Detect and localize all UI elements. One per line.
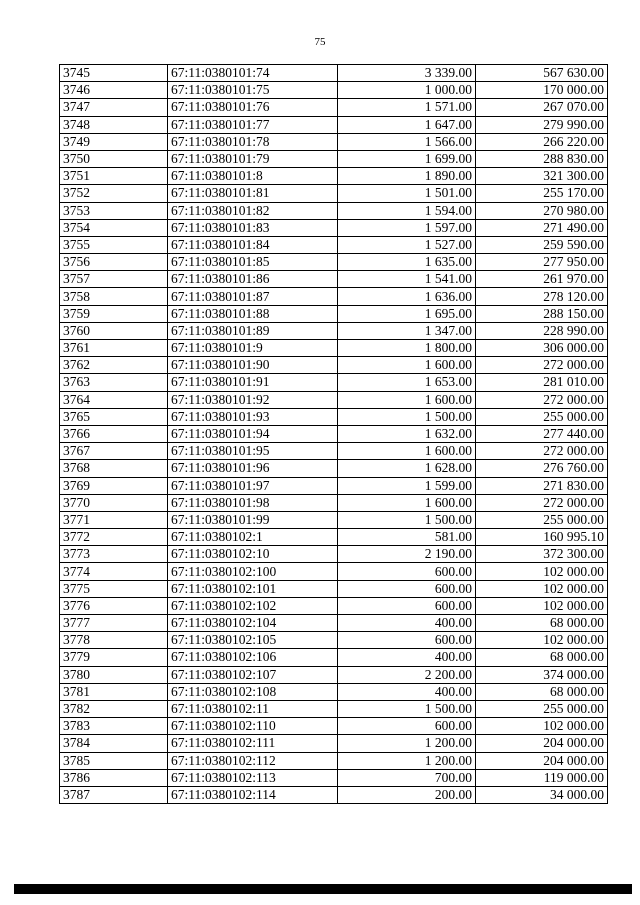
area-cell: 1 200.00 [338,752,476,769]
area-cell: 700.00 [338,769,476,786]
row-number-cell: 3768 [60,460,168,477]
cadastral-number-cell: 67:11:0380102:108 [168,683,338,700]
area-cell: 1 647.00 [338,116,476,133]
cadastral-number-cell: 67:11:0380101:76 [168,99,338,116]
row-number-cell: 3752 [60,185,168,202]
cadastral-number-cell: 67:11:0380101:87 [168,288,338,305]
area-cell: 200.00 [338,786,476,803]
value-cell: 102 000.00 [476,718,608,735]
row-number-cell: 3778 [60,632,168,649]
row-number-cell: 3749 [60,133,168,150]
table-row [60,168,608,185]
table-row [60,511,608,528]
area-cell: 1 500.00 [338,511,476,528]
value-cell: 271 830.00 [476,477,608,494]
table-row [60,322,608,339]
area-cell: 1 597.00 [338,219,476,236]
cadastral-number-cell: 67:11:0380101:88 [168,305,338,322]
area-cell: 1 599.00 [338,477,476,494]
area-cell: 1 628.00 [338,460,476,477]
cadastral-number-cell: 67:11:0380102:105 [168,632,338,649]
value-cell: 255 000.00 [476,408,608,425]
value-cell: 68 000.00 [476,649,608,666]
row-number-cell: 3763 [60,374,168,391]
value-cell: 288 830.00 [476,150,608,167]
value-cell: 160 995.10 [476,529,608,546]
area-cell: 1 600.00 [338,357,476,374]
table-row [60,236,608,253]
area-cell: 600.00 [338,597,476,614]
table-row [60,219,608,236]
cadastral-number-cell: 67:11:0380102:112 [168,752,338,769]
cadastral-number-cell: 67:11:0380101:77 [168,116,338,133]
value-cell: 255 000.00 [476,700,608,717]
area-cell: 1 527.00 [338,236,476,253]
table-row [60,649,608,666]
table-row [60,632,608,649]
row-number-cell: 3784 [60,735,168,752]
value-cell: 102 000.00 [476,563,608,580]
table-row [60,425,608,442]
table-row [60,340,608,357]
value-cell: 271 490.00 [476,219,608,236]
row-number-cell: 3777 [60,615,168,632]
table-row [60,443,608,460]
area-cell: 1 695.00 [338,305,476,322]
value-cell: 278 120.00 [476,288,608,305]
table-row [60,305,608,322]
row-number-cell: 3756 [60,254,168,271]
area-cell: 1 600.00 [338,494,476,511]
table-row [60,133,608,150]
area-cell: 600.00 [338,563,476,580]
area-cell: 2 200.00 [338,666,476,683]
table-row [60,786,608,803]
row-number-cell: 3774 [60,563,168,580]
table-row [60,202,608,219]
cadastral-number-cell: 67:11:0380101:96 [168,460,338,477]
area-cell: 1 200.00 [338,735,476,752]
table-row [60,597,608,614]
cadastral-number-cell: 67:11:0380101:92 [168,391,338,408]
cadastral-number-cell: 67:11:0380101:9 [168,340,338,357]
area-cell: 600.00 [338,632,476,649]
row-number-cell: 3779 [60,649,168,666]
value-cell: 272 000.00 [476,443,608,460]
table-row [60,99,608,116]
cadastral-number-cell: 67:11:0380101:75 [168,82,338,99]
cadastral-number-cell: 67:11:0380101:94 [168,425,338,442]
value-cell: 204 000.00 [476,735,608,752]
row-number-cell: 3769 [60,477,168,494]
table-row [60,683,608,700]
row-number-cell: 3745 [60,65,168,82]
value-cell: 261 970.00 [476,271,608,288]
cadastral-number-cell: 67:11:0380102:114 [168,786,338,803]
area-cell: 400.00 [338,683,476,700]
value-cell: 102 000.00 [476,597,608,614]
table-row [60,460,608,477]
table-row [60,546,608,563]
cadastral-number-cell: 67:11:0380102:106 [168,649,338,666]
cadastral-number-cell: 67:11:0380101:83 [168,219,338,236]
row-number-cell: 3750 [60,150,168,167]
row-number-cell: 3757 [60,271,168,288]
area-cell: 1 000.00 [338,82,476,99]
value-cell: 277 950.00 [476,254,608,271]
value-cell: 204 000.00 [476,752,608,769]
table-row [60,477,608,494]
value-cell: 272 000.00 [476,391,608,408]
cadastral-number-cell: 67:11:0380102:102 [168,597,338,614]
value-cell: 119 000.00 [476,769,608,786]
row-number-cell: 3771 [60,511,168,528]
row-number-cell: 3748 [60,116,168,133]
row-number-cell: 3755 [60,236,168,253]
table-row [60,408,608,425]
table-row [60,185,608,202]
value-cell: 276 760.00 [476,460,608,477]
row-number-cell: 3767 [60,443,168,460]
table-row [60,615,608,632]
row-number-cell: 3772 [60,529,168,546]
row-number-cell: 3758 [60,288,168,305]
cadastral-number-cell: 67:11:0380101:79 [168,150,338,167]
value-cell: 68 000.00 [476,683,608,700]
row-number-cell: 3770 [60,494,168,511]
row-number-cell: 3753 [60,202,168,219]
area-cell: 1 800.00 [338,340,476,357]
area-cell: 1 347.00 [338,322,476,339]
cadastral-number-cell: 67:11:0380101:99 [168,511,338,528]
area-cell: 1 501.00 [338,185,476,202]
cadastral-number-cell: 67:11:0380101:90 [168,357,338,374]
area-cell: 1 635.00 [338,254,476,271]
cadastral-number-cell: 67:11:0380102:107 [168,666,338,683]
cadastral-number-cell: 67:11:0380101:8 [168,168,338,185]
cadastral-number-cell: 67:11:0380101:89 [168,322,338,339]
table-row [60,735,608,752]
bottom-rule [14,884,632,894]
value-cell: 272 000.00 [476,494,608,511]
cadastral-number-cell: 67:11:0380101:78 [168,133,338,150]
value-cell: 372 300.00 [476,546,608,563]
row-number-cell: 3783 [60,718,168,735]
area-cell: 400.00 [338,615,476,632]
row-number-cell: 3759 [60,305,168,322]
row-number-cell: 3776 [60,597,168,614]
table-row [60,65,608,82]
row-number-cell: 3780 [60,666,168,683]
cadastral-number-cell: 67:11:0380102:113 [168,769,338,786]
area-cell: 1 594.00 [338,202,476,219]
table-row [60,254,608,271]
cadastral-number-cell: 67:11:0380102:10 [168,546,338,563]
area-cell: 600.00 [338,718,476,735]
table-row [60,563,608,580]
table-row [60,116,608,133]
area-cell: 1 600.00 [338,391,476,408]
table-row [60,391,608,408]
value-cell: 102 000.00 [476,580,608,597]
value-cell: 102 000.00 [476,632,608,649]
value-cell: 259 590.00 [476,236,608,253]
cadastral-number-cell: 67:11:0380102:101 [168,580,338,597]
value-cell: 266 220.00 [476,133,608,150]
cadastral-number-cell: 67:11:0380102:111 [168,735,338,752]
area-cell: 2 190.00 [338,546,476,563]
area-cell: 1 636.00 [338,288,476,305]
row-number-cell: 3782 [60,700,168,717]
row-number-cell: 3764 [60,391,168,408]
row-number-cell: 3760 [60,322,168,339]
value-cell: 567 630.00 [476,65,608,82]
table-row [60,769,608,786]
row-number-cell: 3781 [60,683,168,700]
area-cell: 1 653.00 [338,374,476,391]
value-cell: 267 070.00 [476,99,608,116]
value-cell: 170 000.00 [476,82,608,99]
row-number-cell: 3775 [60,580,168,597]
value-cell: 68 000.00 [476,615,608,632]
value-cell: 272 000.00 [476,357,608,374]
row-number-cell: 3762 [60,357,168,374]
table-row [60,529,608,546]
area-cell: 3 339.00 [338,65,476,82]
cadastral-number-cell: 67:11:0380101:82 [168,202,338,219]
value-cell: 306 000.00 [476,340,608,357]
value-cell: 288 150.00 [476,305,608,322]
area-cell: 581.00 [338,529,476,546]
area-cell: 1 632.00 [338,425,476,442]
page-number: 75 [314,36,326,48]
value-cell: 374 000.00 [476,666,608,683]
table-body [60,65,608,804]
table-row [60,374,608,391]
cadastral-number-cell: 67:11:0380101:97 [168,477,338,494]
value-cell: 228 990.00 [476,322,608,339]
table-row [60,357,608,374]
cadastral-number-cell: 67:11:0380101:85 [168,254,338,271]
cadastral-number-cell: 67:11:0380101:84 [168,236,338,253]
row-number-cell: 3765 [60,408,168,425]
value-cell: 34 000.00 [476,786,608,803]
cadastral-number-cell: 67:11:0380102:1 [168,529,338,546]
cadastral-number-cell: 67:11:0380102:100 [168,563,338,580]
row-number-cell: 3786 [60,769,168,786]
table-row [60,700,608,717]
table-row [60,288,608,305]
cadastral-number-cell: 67:11:0380102:11 [168,700,338,717]
row-number-cell: 3761 [60,340,168,357]
value-cell: 255 170.00 [476,185,608,202]
cadastral-number-cell: 67:11:0380101:91 [168,374,338,391]
table-row [60,271,608,288]
area-cell: 400.00 [338,649,476,666]
value-cell: 255 000.00 [476,511,608,528]
row-number-cell: 3746 [60,82,168,99]
area-cell: 1 600.00 [338,443,476,460]
cadastral-number-cell: 67:11:0380101:86 [168,271,338,288]
cadastral-number-cell: 67:11:0380101:95 [168,443,338,460]
cadastral-number-cell: 67:11:0380101:74 [168,65,338,82]
table-row [60,666,608,683]
row-number-cell: 3787 [60,786,168,803]
land-registry-table [59,64,608,804]
table-row [60,150,608,167]
row-number-cell: 3747 [60,99,168,116]
area-cell: 1 500.00 [338,700,476,717]
cadastral-number-cell: 67:11:0380102:110 [168,718,338,735]
row-number-cell: 3785 [60,752,168,769]
row-number-cell: 3754 [60,219,168,236]
area-cell: 1 571.00 [338,99,476,116]
table-row [60,718,608,735]
area-cell: 1 566.00 [338,133,476,150]
cadastral-number-cell: 67:11:0380101:81 [168,185,338,202]
area-cell: 600.00 [338,580,476,597]
table-row [60,82,608,99]
value-cell: 279 990.00 [476,116,608,133]
cadastral-number-cell: 67:11:0380101:98 [168,494,338,511]
cadastral-number-cell: 67:11:0380101:93 [168,408,338,425]
area-cell: 1 890.00 [338,168,476,185]
row-number-cell: 3751 [60,168,168,185]
area-cell: 1 699.00 [338,150,476,167]
row-number-cell: 3773 [60,546,168,563]
row-number-cell: 3766 [60,425,168,442]
table-row [60,494,608,511]
table-row [60,580,608,597]
area-cell: 1 541.00 [338,271,476,288]
area-cell: 1 500.00 [338,408,476,425]
value-cell: 270 980.00 [476,202,608,219]
cadastral-number-cell: 67:11:0380102:104 [168,615,338,632]
value-cell: 281 010.00 [476,374,608,391]
value-cell: 277 440.00 [476,425,608,442]
value-cell: 321 300.00 [476,168,608,185]
table-row [60,752,608,769]
